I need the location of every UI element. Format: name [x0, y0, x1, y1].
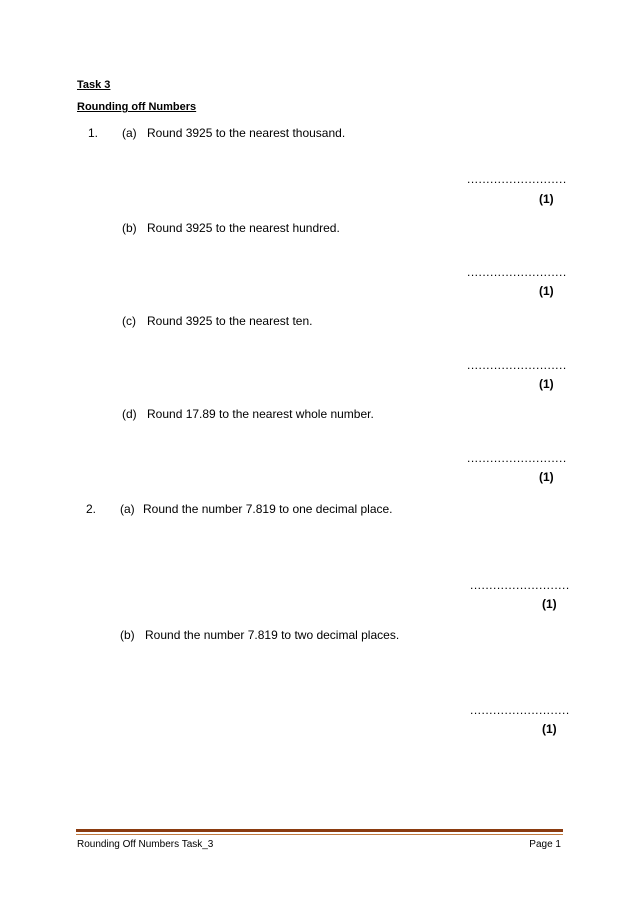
section-title: Rounding off Numbers — [77, 101, 197, 113]
marks-label: (1) — [539, 377, 554, 391]
part-label: (a) — [122, 126, 137, 140]
answer-line: .......................... — [467, 358, 567, 372]
marks-label: (1) — [539, 284, 554, 298]
marks-label: (1) — [539, 192, 554, 206]
task-title: Task 3 — [77, 79, 111, 91]
question-number: 2. — [86, 502, 97, 516]
question-text: Round 3925 to the nearest thousand. — [147, 126, 346, 140]
marks-label: (1) — [539, 470, 554, 484]
answer-line: .......................... — [467, 172, 567, 186]
page-number: Page 1 — [529, 839, 561, 850]
answer-line: .......................... — [470, 703, 570, 717]
question-text: Round 3925 to the nearest hundred. — [147, 221, 340, 235]
part-label: (d) — [122, 407, 137, 421]
answer-line: .......................... — [470, 578, 570, 592]
question-text: Round the number 7.819 to one decimal place. — [143, 502, 393, 516]
question-number: 1. — [88, 126, 99, 140]
footer-left-text: Rounding Off Numbers Task_3 — [77, 839, 214, 850]
question-text: Round 3925 to the nearest ten. — [147, 314, 313, 328]
marks-label: (1) — [542, 597, 557, 611]
part-label: (c) — [122, 314, 136, 328]
question-text: Round the number 7.819 to two decimal places. — [145, 628, 400, 642]
question-text: Round 17.89 to the nearest whole number. — [147, 407, 374, 421]
footer-rule-thin — [76, 834, 563, 835]
footer-rule-thick — [76, 829, 563, 832]
answer-line: .......................... — [467, 451, 567, 465]
answer-line: .......................... — [467, 265, 567, 279]
part-label: (a) — [120, 502, 135, 516]
part-label: (b) — [122, 221, 137, 235]
part-label: (b) — [120, 628, 135, 642]
marks-label: (1) — [542, 722, 557, 736]
